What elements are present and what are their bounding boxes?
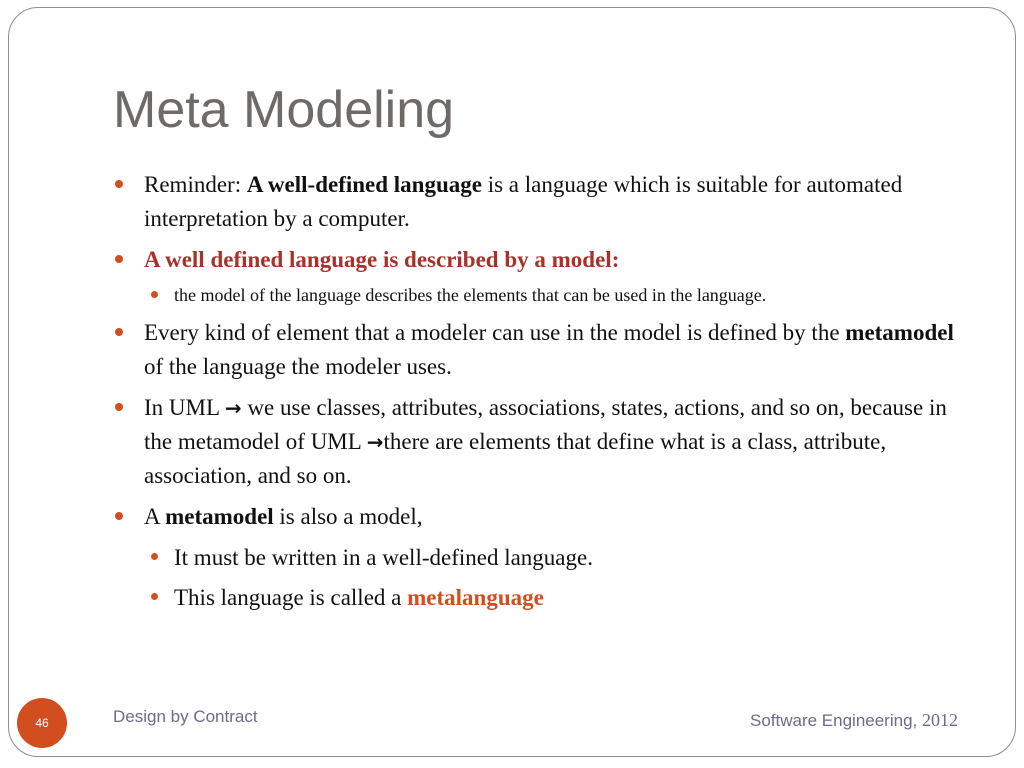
footer-left: Design by Contract: [113, 707, 258, 726]
right-arrow-icon: →: [366, 430, 384, 454]
bullet-metamodel-definition: [115, 316, 955, 384]
footer-year: 2012: [922, 710, 958, 730]
slide-title: Meta Modeling: [113, 81, 455, 139]
footer-course: Software Engineering,: [749, 711, 918, 730]
metalanguage-highlight: metalanguage: [407, 585, 544, 610]
bullet-text: In UML: [144, 395, 225, 420]
bullet-dot-icon: [151, 593, 158, 600]
right-arrow-icon: →: [224, 396, 242, 420]
bullet-text: Reminder:: [144, 172, 247, 197]
bullet-reminder: [115, 168, 955, 236]
page-number: 46: [35, 716, 49, 730]
bullet-text: It must be written in a well-defined language.: [174, 545, 593, 570]
bullet-uml-example: [115, 391, 955, 493]
bullet-metamodel-is-model: [115, 500, 955, 534]
bullet-bold-text: metamodel: [165, 504, 274, 529]
sub-bullet-metalanguage: [115, 581, 955, 615]
bullet-dot-icon: [115, 512, 123, 520]
bullet-text: of the language the modeler uses.: [144, 354, 452, 379]
bullet-dot-icon: [151, 291, 158, 298]
bullet-highlight-text: A well defined language is described by a model:: [144, 247, 620, 272]
bullet-text: A: [144, 504, 166, 529]
bullet-text: This language is called a: [174, 585, 408, 610]
bullet-text: is also a model,: [273, 504, 423, 529]
bullet-bold-text: metamodel: [845, 320, 954, 345]
bullet-dot-icon: [115, 328, 123, 336]
bullet-dot-icon: [115, 403, 123, 411]
bullet-dot-icon: [151, 553, 158, 560]
sub-bullet-well-defined: [115, 541, 955, 575]
footer-right: [750, 710, 958, 731]
page-number-badge: [17, 698, 67, 748]
bullet-text: the model of the language describes the elements that can be used in the language.: [174, 285, 767, 305]
slide-content: [115, 168, 955, 621]
bullet-text: we use classes, attributes, associations, states, actions, and so on, because in the metamodel of UML: [144, 395, 947, 454]
bullet-model-description: [115, 243, 955, 277]
bullet-dot-icon: [115, 255, 123, 263]
bullet-text: Every kind of element that a modeler can use in the model is defined by the: [144, 320, 846, 345]
bullet-text: is a language which is suitable for automated interpretation by a computer.: [144, 172, 903, 231]
bullet-dot-icon: [115, 180, 123, 188]
bullet-text: there are elements that define what is a class, attribute, association, and so on.: [144, 429, 887, 488]
bullet-bold-text: A well-defined language: [246, 172, 482, 197]
sub-bullet-model-elements: [115, 282, 955, 308]
